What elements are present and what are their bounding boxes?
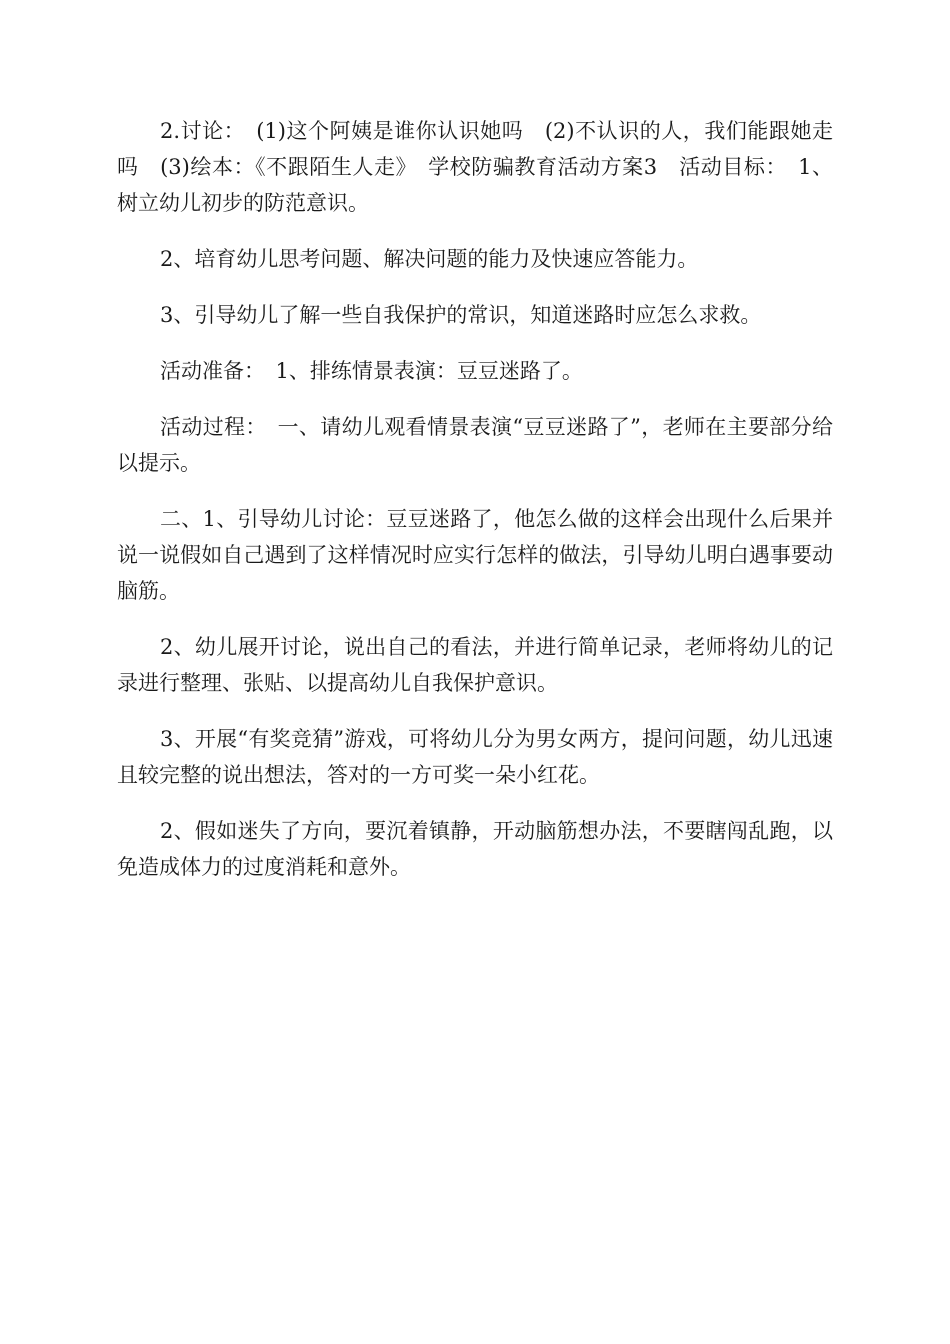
document-body [117,113,833,905]
paragraph-process-4: 3、开展“有奖竞猜”游戏，可将幼儿分为男女两方，提问问题，幼儿迅速且较完整的说出想法，答对的一方可奖一朵小红花。 [117,727,833,787]
paragraph-goal-2: 2、培育幼儿思考问题、解决问题的能力及快速应答能力。 [160,247,699,271]
paragraph-process-3: 2、幼儿展开讨论，说出自己的看法，并进行简单记录，老师将幼儿的记录进行整理、张贴、以提高幼儿自我保护意识。 [117,635,833,695]
paragraph-tip: 2、假如迷失了方向，要沉着镇静，开动脑筋想办法，不要瞎闯乱跑，以免造成体力的过度消耗和意外。 [117,819,833,879]
paragraph-preparation: 活动准备： 1、排练情景表演：豆豆迷路了。 [160,359,583,383]
paragraph-process-1: 活动过程： 一、请幼儿观看情景表演“豆豆迷路了”，老师在主要部分给以提示。 [117,415,833,475]
paragraph-goal-3: 3、引导幼儿了解一些自我保护的常识，知道迷路时应怎么求救。 [160,303,762,327]
paragraph-process-2: 二、1、引导幼儿讨论：豆豆迷路了，他怎么做的这样会出现什么后果并说一说假如自己遇到了这样情况时应实行怎样的做法，引导幼儿明白遇事要动脑筋。 [117,507,833,603]
paragraph-discussion: 2.讨论： (1)这个阿姨是谁你认识她吗 (2)不认识的人，我们能跟她走吗 (3)绘本：《不跟陌生人走》 学校防骗教育活动方案3 活动目标： 1、树立幼儿初步的防范意识。 [117,119,833,215]
